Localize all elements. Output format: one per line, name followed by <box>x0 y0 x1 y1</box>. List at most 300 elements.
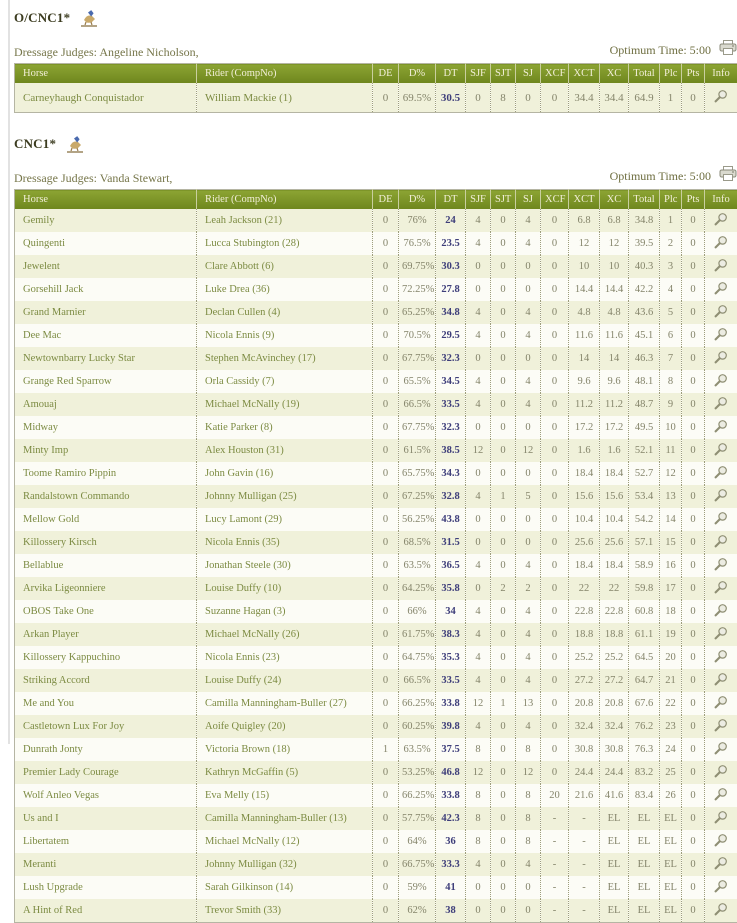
dpct-cell: 67.75% <box>399 347 436 370</box>
rider-cell: Suzanne Hagan (3) <box>197 600 373 623</box>
printer-icon[interactable] <box>719 166 737 186</box>
de-cell: 0 <box>373 577 399 600</box>
magnifier-icon[interactable] <box>714 258 728 275</box>
xc-cell: EL <box>600 853 629 876</box>
magnifier-icon[interactable] <box>714 89 728 106</box>
rider-cell: Katie Parker (8) <box>197 416 373 439</box>
dt-cell: 29.5 <box>436 324 466 347</box>
sjf-cell: 0 <box>466 416 491 439</box>
pts-cell: 0 <box>682 301 705 324</box>
sjf-cell: 4 <box>466 324 491 347</box>
result-row <box>15 692 737 715</box>
sjt-cell: 0 <box>491 301 516 324</box>
sjf-cell: 4 <box>466 301 491 324</box>
rider-cell: Camilla Manningham-Buller (27) <box>197 692 373 715</box>
magnifier-icon[interactable] <box>714 304 728 321</box>
rider-cell: Trevor Smith (33) <box>197 899 373 923</box>
dpct-cell: 64.75% <box>399 646 436 669</box>
sjf-cell: 4 <box>466 853 491 876</box>
total-cell: 76.2 <box>629 715 660 738</box>
sjt-cell: 2 <box>491 577 516 600</box>
de-cell: 0 <box>373 324 399 347</box>
printer-icon[interactable] <box>719 40 737 60</box>
info-cell <box>705 899 737 923</box>
dt-cell: 34.5 <box>436 370 466 393</box>
horse-cell: Lush Upgrade <box>15 876 197 899</box>
total-cell: 48.1 <box>629 370 660 393</box>
dpct-cell: 64% <box>399 830 436 853</box>
info-cell <box>705 830 737 853</box>
dt-cell: 30.3 <box>436 255 466 278</box>
column-header-sj: SJ <box>516 64 541 84</box>
magnifier-icon[interactable] <box>714 810 728 827</box>
xcf-cell: 0 <box>541 255 569 278</box>
plc-cell: 5 <box>660 301 682 324</box>
xct-cell: 18.4 <box>569 462 600 485</box>
pts-cell: 0 <box>682 715 705 738</box>
magnifier-icon[interactable] <box>714 695 728 712</box>
total-cell: 34.8 <box>629 209 660 232</box>
magnifier-icon[interactable] <box>714 856 728 873</box>
magnifier-icon[interactable] <box>714 465 728 482</box>
plc-cell: 1 <box>660 209 682 232</box>
plc-cell: 17 <box>660 577 682 600</box>
sjf-cell: 12 <box>466 692 491 715</box>
magnifier-icon[interactable] <box>714 764 728 781</box>
pts-cell: 0 <box>682 347 705 370</box>
sjt-cell: 0 <box>491 738 516 761</box>
magnifier-icon[interactable] <box>714 902 728 919</box>
xc-cell: 14 <box>600 347 629 370</box>
sjt-cell: 0 <box>491 554 516 577</box>
column-header-xc: XC <box>600 64 629 84</box>
column-header-info: Info <box>705 64 737 84</box>
column-header-xct: XCT <box>569 64 600 84</box>
dpct-cell: 61.75% <box>399 623 436 646</box>
results-table <box>14 63 737 113</box>
info-cell <box>705 554 737 577</box>
section-title: CNC1* <box>14 134 56 152</box>
magnifier-icon[interactable] <box>714 833 728 850</box>
dt-cell: 32.8 <box>436 485 466 508</box>
info-cell <box>705 485 737 508</box>
column-header-dt: DT <box>436 190 466 210</box>
sj-cell: 12 <box>516 761 541 784</box>
xc-cell: 10 <box>600 255 629 278</box>
magnifier-icon[interactable] <box>714 787 728 804</box>
sjf-cell: 4 <box>466 646 491 669</box>
xc-cell: 41.6 <box>600 784 629 807</box>
pts-cell: 0 <box>682 761 705 784</box>
info-cell <box>705 623 737 646</box>
horse-cell: Arkan Player <box>15 623 197 646</box>
sj-cell: 4 <box>516 393 541 416</box>
magnifier-icon[interactable] <box>714 281 728 298</box>
dpct-cell: 62% <box>399 899 436 923</box>
result-row <box>15 830 737 853</box>
sjf-cell: 0 <box>466 508 491 531</box>
dpct-cell: 76% <box>399 209 436 232</box>
total-cell: 83.4 <box>629 784 660 807</box>
de-cell: 1 <box>373 738 399 761</box>
dpct-cell: 61.5% <box>399 439 436 462</box>
xcf-cell: 0 <box>541 370 569 393</box>
optimum-time-label: Optimum Time: 5:00 <box>610 43 711 58</box>
section-cnc1 <box>14 113 737 923</box>
magnifier-icon[interactable] <box>714 350 728 367</box>
dpct-cell: 65.5% <box>399 370 436 393</box>
magnifier-icon[interactable] <box>714 488 728 505</box>
pts-cell: 0 <box>682 853 705 876</box>
sj-cell: 13 <box>516 692 541 715</box>
info-cell <box>705 439 737 462</box>
sjt-cell: 0 <box>491 439 516 462</box>
plc-cell: 2 <box>660 232 682 255</box>
sj-cell: 4 <box>516 370 541 393</box>
dt-cell: 35.8 <box>436 577 466 600</box>
optimum-time-label: Optimum Time: 5:00 <box>610 169 711 184</box>
dt-cell: 36.5 <box>436 554 466 577</box>
total-cell: 43.6 <box>629 301 660 324</box>
xct-cell: 21.6 <box>569 784 600 807</box>
xct-cell: 24.4 <box>569 761 600 784</box>
pts-cell: 0 <box>682 899 705 923</box>
sj-cell: 0 <box>516 462 541 485</box>
dpct-cell: 66.25% <box>399 692 436 715</box>
pts-cell: 0 <box>682 577 705 600</box>
de-cell: 0 <box>373 853 399 876</box>
pts-cell: 0 <box>682 393 705 416</box>
info-cell <box>705 531 737 554</box>
horse-cell: Carneyhaugh Conquistador <box>15 83 197 113</box>
column-header-horse: Horse <box>15 64 197 84</box>
horse-cell: Gorsehill Jack <box>15 278 197 301</box>
result-row <box>15 83 737 113</box>
result-row <box>15 577 737 600</box>
dt-cell: 33.8 <box>436 692 466 715</box>
sjf-cell: 4 <box>466 393 491 416</box>
xct-cell: 22.8 <box>569 600 600 623</box>
result-row <box>15 324 737 347</box>
column-header-dt: DT <box>436 64 466 84</box>
column-header-sjt: SJT <box>491 64 516 84</box>
xcf-cell: 0 <box>541 669 569 692</box>
horse-cell: Libertatem <box>15 830 197 853</box>
sj-cell: 4 <box>516 715 541 738</box>
magnifier-icon[interactable] <box>714 626 728 643</box>
magnifier-icon[interactable] <box>714 396 728 413</box>
section-title: O/CNC1* <box>14 8 70 26</box>
sjf-cell: 8 <box>466 784 491 807</box>
total-cell: 60.8 <box>629 600 660 623</box>
xcf-cell: 0 <box>541 462 569 485</box>
total-cell: 67.6 <box>629 692 660 715</box>
horse-cell: Premier Lady Courage <box>15 761 197 784</box>
rider-cell: Luke Drea (36) <box>197 278 373 301</box>
rider-cell: Eva Melly (15) <box>197 784 373 807</box>
dpct-cell: 76.5% <box>399 232 436 255</box>
magnifier-icon[interactable] <box>714 511 728 528</box>
de-cell: 0 <box>373 347 399 370</box>
de-cell: 0 <box>373 416 399 439</box>
xcf-cell: 0 <box>541 577 569 600</box>
info-cell <box>705 669 737 692</box>
column-header-info: Info <box>705 190 737 210</box>
xc-cell: 32.4 <box>600 715 629 738</box>
xct-cell: - <box>569 807 600 830</box>
plc-cell: 18 <box>660 600 682 623</box>
xct-cell: 12 <box>569 232 600 255</box>
total-cell: 52.1 <box>629 439 660 462</box>
xc-cell: 25.6 <box>600 531 629 554</box>
horse-cell: Quingenti <box>15 232 197 255</box>
result-row <box>15 255 737 278</box>
xcf-cell: 0 <box>541 83 569 113</box>
info-cell <box>705 761 737 784</box>
pts-cell: 0 <box>682 784 705 807</box>
xcf-cell: 0 <box>541 278 569 301</box>
column-header-rider: Rider (CompNo) <box>197 190 373 210</box>
rider-cell: Kathryn McGaffin (5) <box>197 761 373 784</box>
dpct-cell: 66.5% <box>399 669 436 692</box>
info-cell <box>705 577 737 600</box>
xct-cell: 25.6 <box>569 531 600 554</box>
plc-cell: 8 <box>660 370 682 393</box>
dpct-cell: 66% <box>399 600 436 623</box>
magnifier-icon[interactable] <box>714 580 728 597</box>
sjf-cell: 4 <box>466 485 491 508</box>
magnifier-icon[interactable] <box>714 534 728 551</box>
sjf-cell: 8 <box>466 830 491 853</box>
result-row <box>15 209 737 232</box>
horse-cell: Minty Imp <box>15 439 197 462</box>
sj-cell: 4 <box>516 669 541 692</box>
xcf-cell: 0 <box>541 715 569 738</box>
dpct-cell: 57.75% <box>399 807 436 830</box>
pts-cell: 0 <box>682 232 705 255</box>
magnifier-icon[interactable] <box>714 327 728 344</box>
rider-cell: Orla Cassidy (7) <box>197 370 373 393</box>
plc-cell: 6 <box>660 324 682 347</box>
info-cell <box>705 462 737 485</box>
sj-cell: 0 <box>516 347 541 370</box>
info-cell <box>705 278 737 301</box>
xc-cell: EL <box>600 899 629 923</box>
sjf-cell: 8 <box>466 807 491 830</box>
magnifier-icon[interactable] <box>714 718 728 735</box>
de-cell: 0 <box>373 600 399 623</box>
pts-cell: 0 <box>682 738 705 761</box>
column-header-dpct: D% <box>399 190 436 210</box>
dpct-cell: 64.25% <box>399 577 436 600</box>
xct-cell: 32.4 <box>569 715 600 738</box>
magnifier-icon[interactable] <box>714 419 728 436</box>
xc-cell: 12 <box>600 232 629 255</box>
result-row <box>15 899 737 923</box>
xc-cell: 24.4 <box>600 761 629 784</box>
plc-cell: 15 <box>660 531 682 554</box>
dpct-cell: 70.5% <box>399 324 436 347</box>
dt-cell: 36 <box>436 830 466 853</box>
sj-cell: 8 <box>516 738 541 761</box>
section-ocnc1 <box>14 0 737 113</box>
xct-cell: 18.8 <box>569 623 600 646</box>
xc-cell: 11.6 <box>600 324 629 347</box>
sj-cell: 0 <box>516 278 541 301</box>
dt-cell: 32.3 <box>436 347 466 370</box>
sjf-cell: 0 <box>466 531 491 554</box>
sjt-cell: 0 <box>491 600 516 623</box>
info-cell <box>705 416 737 439</box>
sjf-cell: 0 <box>466 83 491 113</box>
xcf-cell: 20 <box>541 784 569 807</box>
dt-cell: 32.3 <box>436 416 466 439</box>
rider-cell: John Gavin (16) <box>197 462 373 485</box>
plc-cell: EL <box>660 807 682 830</box>
dt-cell: 43.8 <box>436 508 466 531</box>
info-cell <box>705 692 737 715</box>
total-cell: 40.3 <box>629 255 660 278</box>
info-cell <box>705 600 737 623</box>
de-cell: 0 <box>373 830 399 853</box>
sj-cell: 0 <box>516 416 541 439</box>
result-row <box>15 646 737 669</box>
plc-cell: 20 <box>660 646 682 669</box>
result-row <box>15 807 737 830</box>
info-cell <box>705 324 737 347</box>
total-cell: EL <box>629 807 660 830</box>
dt-cell: 38 <box>436 899 466 923</box>
xcf-cell: 0 <box>541 531 569 554</box>
total-cell: 64.7 <box>629 669 660 692</box>
sj-cell: 8 <box>516 807 541 830</box>
magnifier-icon[interactable] <box>714 649 728 666</box>
sjt-cell: 0 <box>491 623 516 646</box>
info-cell <box>705 370 737 393</box>
sjt-cell: 0 <box>491 347 516 370</box>
result-row <box>15 623 737 646</box>
dpct-cell: 60.25% <box>399 715 436 738</box>
column-header-total: Total <box>629 64 660 84</box>
rider-cell: Johnny Mulligan (32) <box>197 853 373 876</box>
xc-cell: EL <box>600 807 629 830</box>
results-table-ocnc1 <box>14 63 737 113</box>
sjf-cell: 4 <box>466 623 491 646</box>
magnifier-icon[interactable] <box>714 672 728 689</box>
magnifier-icon[interactable] <box>714 603 728 620</box>
horse-cell: Midway <box>15 416 197 439</box>
xc-cell: EL <box>600 830 629 853</box>
xc-cell: 30.8 <box>600 738 629 761</box>
result-row <box>15 876 737 899</box>
sjf-cell: 0 <box>466 577 491 600</box>
result-row <box>15 439 737 462</box>
magnifier-icon[interactable] <box>714 879 728 896</box>
sjt-cell: 0 <box>491 899 516 923</box>
pts-cell: 0 <box>682 531 705 554</box>
total-cell: 52.7 <box>629 462 660 485</box>
result-row <box>15 462 737 485</box>
dpct-cell: 66.5% <box>399 393 436 416</box>
dpct-cell: 53.25% <box>399 761 436 784</box>
de-cell: 0 <box>373 462 399 485</box>
magnifier-icon[interactable] <box>714 235 728 252</box>
de-cell: 0 <box>373 669 399 692</box>
sjt-cell: 1 <box>491 692 516 715</box>
plc-cell: 23 <box>660 715 682 738</box>
sjt-cell: 0 <box>491 209 516 232</box>
xct-cell: 4.8 <box>569 301 600 324</box>
xc-cell: 25.2 <box>600 646 629 669</box>
xcf-cell: 0 <box>541 393 569 416</box>
magnifier-icon[interactable] <box>714 212 728 229</box>
sjt-cell: 0 <box>491 669 516 692</box>
de-cell: 0 <box>373 784 399 807</box>
magnifier-icon[interactable] <box>714 557 728 574</box>
xct-cell: - <box>569 830 600 853</box>
column-header-horse: Horse <box>15 190 197 210</box>
xc-cell: 11.2 <box>600 393 629 416</box>
sj-cell: 12 <box>516 439 541 462</box>
sj-cell: 5 <box>516 485 541 508</box>
total-cell: 42.2 <box>629 278 660 301</box>
xc-cell: 4.8 <box>600 301 629 324</box>
dt-cell: 33.5 <box>436 393 466 416</box>
magnifier-icon[interactable] <box>714 442 728 459</box>
xcf-cell: 0 <box>541 623 569 646</box>
xc-cell: 34.4 <box>600 83 629 113</box>
horse-cell: Striking Accord <box>15 669 197 692</box>
pts-cell: 0 <box>682 830 705 853</box>
total-cell: 83.2 <box>629 761 660 784</box>
pts-cell: 0 <box>682 600 705 623</box>
plc-cell: EL <box>660 899 682 923</box>
de-cell: 0 <box>373 623 399 646</box>
sj-cell: 4 <box>516 324 541 347</box>
dpct-cell: 69.5% <box>399 83 436 113</box>
sj-cell: 0 <box>516 531 541 554</box>
results-table-cnc1 <box>14 189 737 923</box>
horse-cell: Arvika Ligeonniere <box>15 577 197 600</box>
info-cell <box>705 393 737 416</box>
sj-cell: 4 <box>516 623 541 646</box>
column-header-plc: Plc <box>660 64 682 84</box>
xcf-cell: 0 <box>541 347 569 370</box>
sjf-cell: 8 <box>466 738 491 761</box>
total-cell: 45.1 <box>629 324 660 347</box>
result-row <box>15 301 737 324</box>
sjt-cell: 0 <box>491 531 516 554</box>
sj-cell: 0 <box>516 876 541 899</box>
total-cell: EL <box>629 876 660 899</box>
dressage-judges-label: Dressage Judges: Angeline Nicholson, <box>14 45 199 60</box>
de-cell: 0 <box>373 393 399 416</box>
horse-cell: Castletown Lux For Joy <box>15 715 197 738</box>
horse-cell: Me and You <box>15 692 197 715</box>
plc-cell: 12 <box>660 462 682 485</box>
horse-cell: Dunrath Jonty <box>15 738 197 761</box>
magnifier-icon[interactable] <box>714 373 728 390</box>
sjt-cell: 0 <box>491 278 516 301</box>
de-cell: 0 <box>373 370 399 393</box>
result-row <box>15 416 737 439</box>
header-row <box>15 64 737 84</box>
de-cell: 0 <box>373 508 399 531</box>
de-cell: 0 <box>373 485 399 508</box>
plc-cell: 22 <box>660 692 682 715</box>
xct-cell: 22 <box>569 577 600 600</box>
rider-cell: Jonathan Steele (30) <box>197 554 373 577</box>
